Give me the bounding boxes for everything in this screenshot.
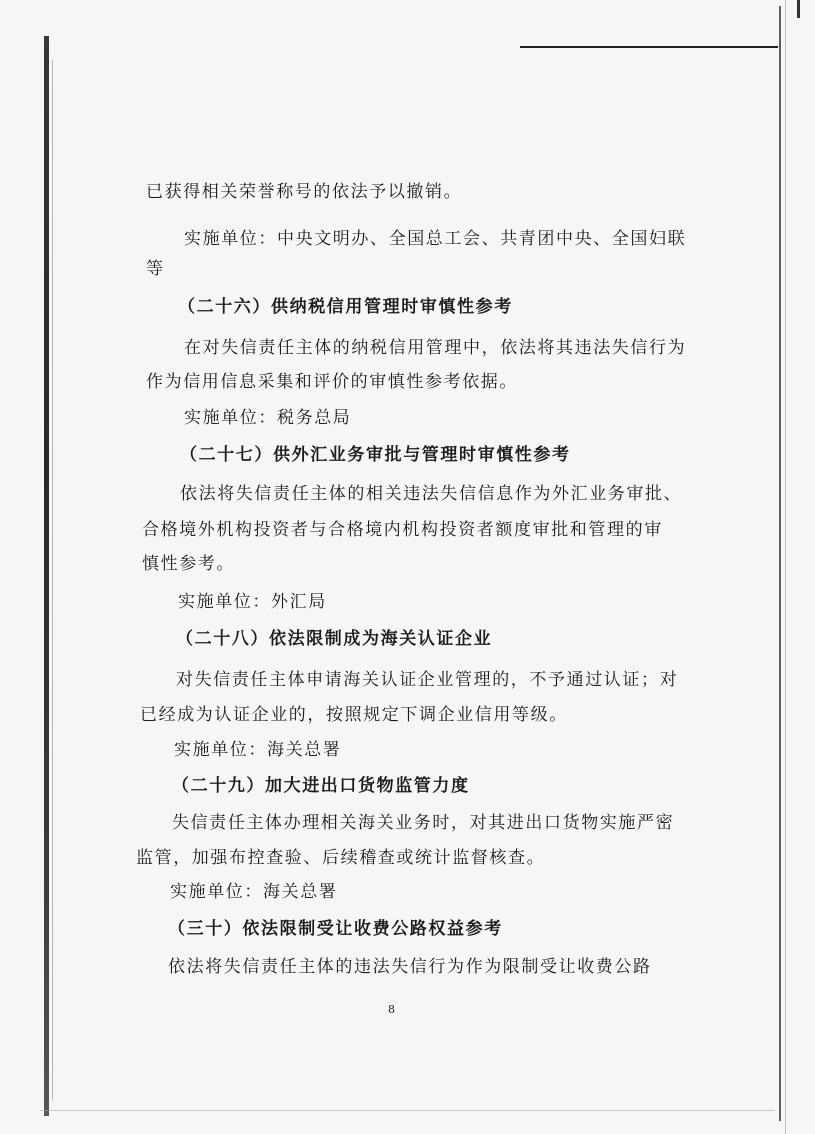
implementing-unit-line: 实施单位：税务总局 [184, 408, 352, 428]
paragraph-line: 依法将失信责任主体的违法失信行为作为限制受让收费公路 [168, 957, 652, 977]
section-heading-29: （二十九）加大进出口货物监管力度 [172, 776, 470, 796]
scan-edge-left-thin [52, 60, 53, 1100]
implementing-unit-line: 实施单位：海关总署 [170, 882, 338, 902]
section-heading-27: （二十七）供外汇业务审批与管理时审慎性参考 [180, 445, 571, 465]
section-heading-30: （三十）依法限制受让收费公路权益参考 [168, 919, 503, 939]
paragraph-line: 对失信责任主体申请海关认证企业管理的，不予通过认证；对 [176, 670, 679, 690]
section-heading-26: （二十六）供纳税信用管理时审慎性参考 [178, 297, 513, 317]
paragraph-line: 在对失信责任主体的纳税信用管理中，依法将其违法失信行为 [184, 338, 687, 358]
paragraph-line: 依法将失信责任主体的相关违法失信信息作为外汇业务审批、 [180, 484, 683, 504]
paragraph-line: 失信责任主体办理相关海关业务时，对其进出口货物实施严密 [172, 813, 675, 833]
paragraph-line: 合格境外机构投资者与合格境内机构投资者额度审批和管理的审 [142, 520, 663, 540]
implementing-unit-line: 实施单位：中央文明办、全国总工会、共青团中央、全国妇联 [184, 229, 687, 249]
implementing-unit-line: 实施单位：外汇局 [178, 592, 327, 612]
scan-edge-left [44, 36, 49, 1116]
paragraph-line: 监管，加强布控查验、后续稽查或统计监督核查。 [136, 848, 546, 868]
paragraph-line: 作为信用信息采集和评价的审慎性参考依据。 [146, 372, 518, 392]
scan-top-mark [797, 0, 800, 18]
scan-top-rule [520, 46, 778, 48]
paragraph-line: 等 [146, 259, 165, 279]
scan-bottom-rule [40, 1110, 775, 1111]
paragraph-line: 已经成为认证企业的，按照规定下调企业信用等级。 [140, 705, 568, 725]
page-number: 8 [388, 1003, 395, 1016]
scan-edge-right-outer [785, 0, 786, 1134]
paragraph-line: 慎性参考。 [142, 554, 235, 574]
paragraph-line: 已获得相关荣誉称号的依法予以撤销。 [146, 182, 463, 202]
scan-edge-right [779, 6, 781, 1121]
implementing-unit-line: 实施单位：海关总署 [174, 740, 342, 760]
section-heading-28: （二十八）依法限制成为海关认证企业 [176, 629, 493, 649]
